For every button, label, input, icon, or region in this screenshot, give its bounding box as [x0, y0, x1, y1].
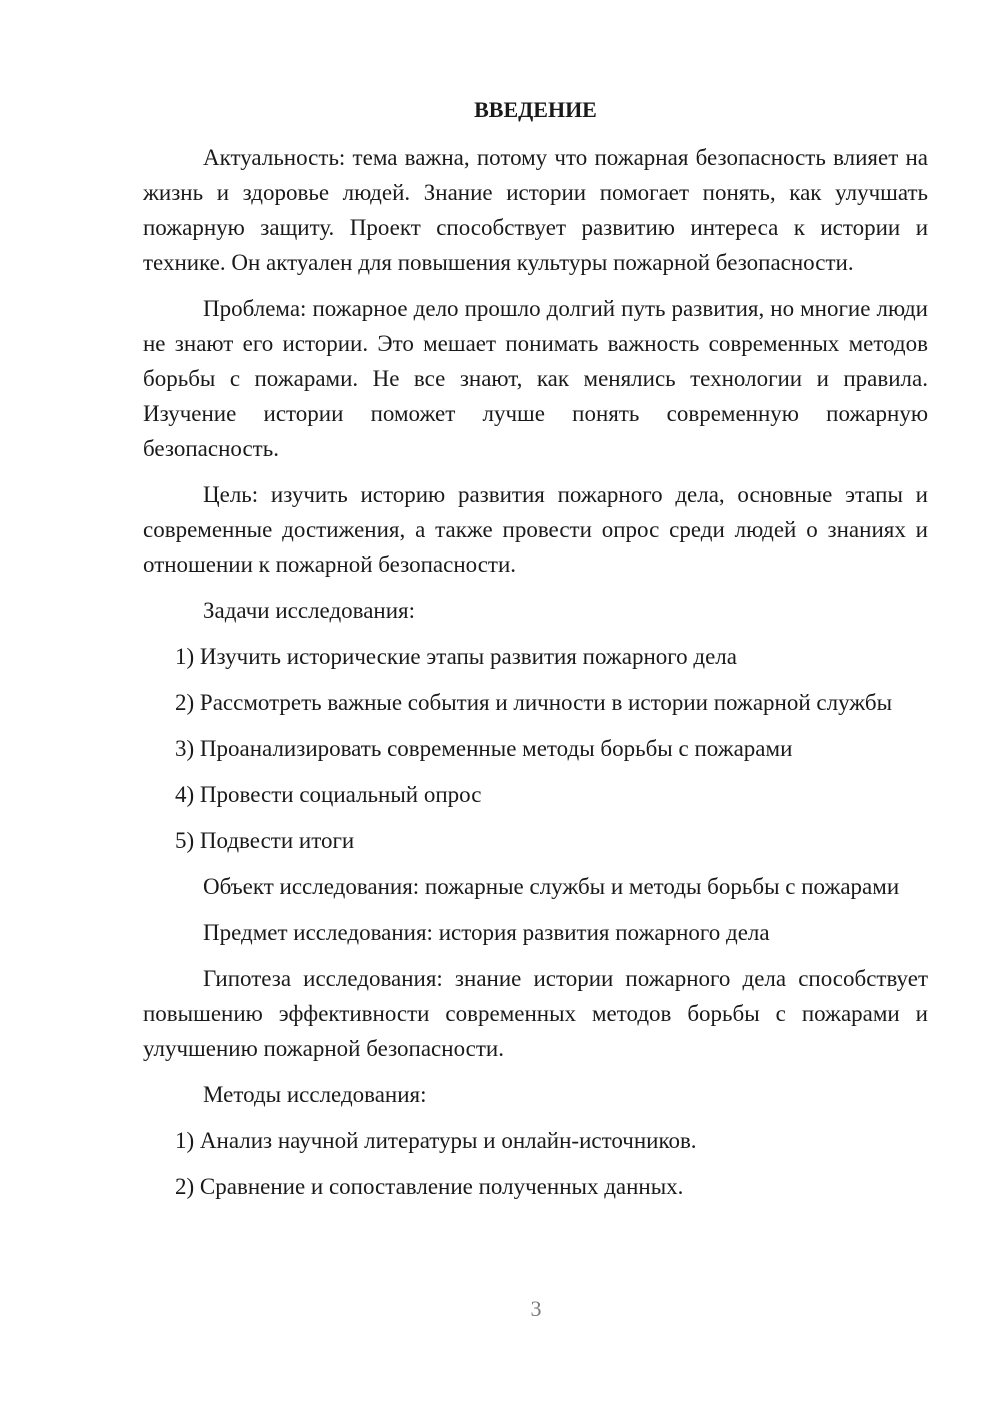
document-page — [143, 94, 928, 1215]
task-item-5: 5) Подвести итоги — [175, 828, 355, 853]
object-paragraph: Объект исследования: пожарные службы и методы борьбы с пожарами — [203, 874, 900, 899]
page-number: 3 — [530, 1296, 542, 1321]
methods-heading: Методы исследования: — [203, 1082, 427, 1107]
section-title: ВВЕДЕНИЕ — [474, 97, 597, 122]
subject-paragraph: Предмет исследования: история развития пожарного дела — [203, 920, 770, 945]
relevance-paragraph: Актуальность: тема важна, потому что пожарная безопасность влияет на жизнь и здоровье людей. Знание истории помогает понять, как улучшать пожарную защиту. Проект способствует развитию интереса к истории и технике. Он актуален для повышения культуры пожарной безопасности. — [143, 145, 928, 275]
goal-paragraph: Цель: изучить историю развития пожарного дела, основные этапы и современные достижения, а также провести опрос среди людей о знаниях и отношении к пожарной безопасности. — [143, 482, 928, 577]
task-item-1: 1) Изучить исторические этапы развития пожарного дела — [175, 644, 737, 669]
method-item-2: 2) Сравнение и сопоставление полученных данных. — [175, 1174, 684, 1199]
tasks-heading: Задачи исследования: — [203, 598, 416, 623]
task-item-3: 3) Проанализировать современные методы борьбы с пожарами — [175, 736, 793, 761]
task-item-2: 2) Рассмотреть важные события и личности в истории пожарной службы — [175, 690, 893, 715]
problem-paragraph: Проблема: пожарное дело прошло долгий путь развития, но многие люди не знают его истории. Это мешает понимать важность современных методов борьбы с пожарами. Не все знают, как менялись технологии и правила. Изучение истории поможет лучше понять современную пожарную безопасность. — [143, 296, 928, 461]
method-item-1: 1) Анализ научной литературы и онлайн-источников. — [175, 1128, 697, 1153]
task-item-4: 4) Провести социальный опрос — [175, 782, 482, 807]
hypothesis-paragraph: Гипотеза исследования: знание истории пожарного дела способствует повышению эффективности современных методов борьбы с пожарами и улучшению пожарной безопасности. — [143, 966, 928, 1061]
